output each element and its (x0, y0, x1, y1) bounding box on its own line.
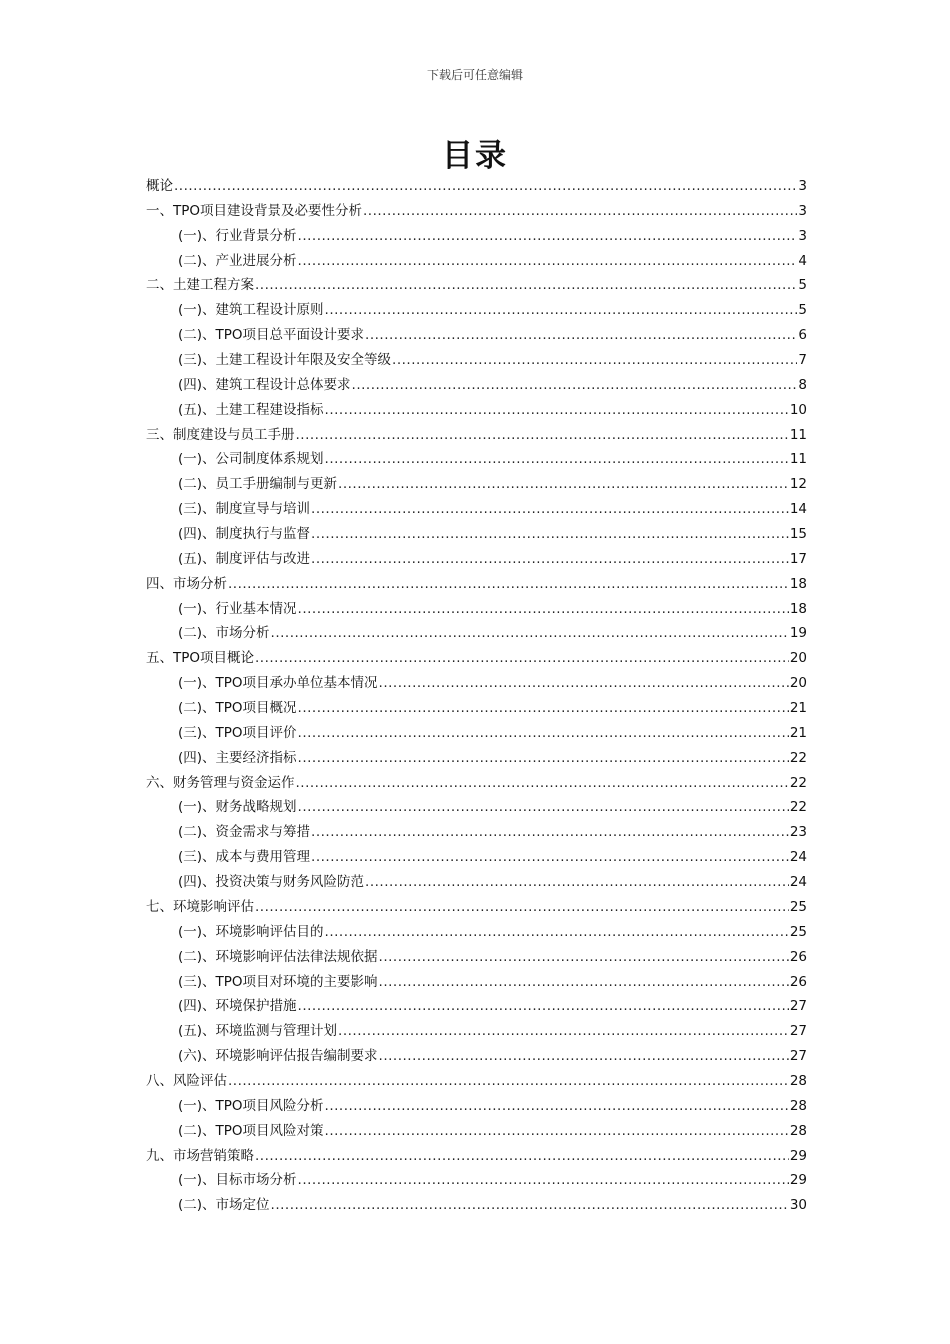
toc-entry-label: (五)、制度评估与改进 (178, 550, 311, 567)
toc-entry[interactable] (146, 1019, 807, 1044)
toc-entry-label: (四)、投资决策与财务风险防范 (178, 874, 365, 891)
toc-entry-label: (五)、环境监测与管理计划 (178, 1023, 338, 1040)
toc-entry-label: (四)、环境保护措施 (178, 998, 297, 1015)
toc-entry[interactable] (146, 845, 807, 870)
toc-entry-page-number: 22 (789, 749, 807, 766)
toc-entry-page-number: 20 (789, 675, 807, 692)
toc-entry-label: (一)、TPO项目承办单位基本情况 (178, 675, 378, 692)
toc-entry-page-number: 5 (798, 277, 807, 294)
toc-leader-dots (255, 895, 789, 920)
toc-entry-page-number: 24 (789, 849, 807, 866)
toc-entry-label: (三)、制度宣导与培训 (178, 501, 311, 518)
toc-entry[interactable] (146, 1144, 807, 1169)
toc-entry-label: 九、市场营销策略 (146, 1147, 254, 1164)
toc-leader-dots (228, 572, 789, 597)
toc-entry-label: (五)、土建工程建设指标 (178, 401, 324, 418)
toc-entry-page-number: 23 (789, 824, 807, 841)
toc-leader-dots (338, 1019, 789, 1044)
toc-leader-dots (298, 597, 789, 622)
toc-leader-dots (298, 224, 798, 249)
toc-leader-dots (255, 1144, 789, 1169)
toc-entry[interactable] (146, 721, 807, 746)
toc-entry-page-number: 5 (798, 302, 807, 319)
toc-entry-label: (一)、行业背景分析 (178, 227, 297, 244)
toc-entry-page-number: 15 (789, 526, 807, 543)
toc-entry-page-number: 27 (789, 1048, 807, 1065)
toc-entry-label: (三)、土建工程设计年限及安全等级 (178, 352, 392, 369)
toc-entry-page-number: 25 (789, 923, 807, 940)
toc-entry-page-number: 20 (789, 650, 807, 667)
toc-entry-label: (二)、环境影响评估法律法规依据 (178, 948, 378, 965)
toc-entry-page-number: 4 (798, 252, 807, 269)
toc-title: 目录 (442, 138, 508, 174)
toc-entry[interactable] (146, 671, 807, 696)
toc-entry-page-number: 29 (789, 1147, 807, 1164)
toc-entry-label: (三)、TPO项目评价 (178, 724, 297, 741)
toc-entry-page-number: 27 (789, 1023, 807, 1040)
toc-entry-page-number: 3 (798, 178, 807, 194)
toc-leader-dots (298, 994, 789, 1019)
toc-leader-dots (298, 1168, 789, 1193)
toc-entry-label: (一)、财务战略规划 (178, 799, 297, 816)
toc-entry[interactable] (146, 820, 807, 845)
toc-entry[interactable] (146, 273, 807, 298)
toc-entry[interactable] (146, 1094, 807, 1119)
toc-leader-dots (363, 199, 797, 224)
toc-leader-dots (311, 820, 789, 845)
toc-entry-label: 七、环境影响评估 (146, 898, 254, 915)
toc-entry-page-number: 12 (789, 476, 807, 493)
toc-entry-page-number: 22 (789, 774, 807, 791)
toc-entry-page-number: 11 (789, 451, 807, 468)
toc-leader-dots (325, 920, 789, 945)
toc-entry[interactable] (146, 597, 807, 622)
toc-entry-page-number: 18 (789, 575, 807, 592)
toc-entry-label: 六、财务管理与资金运作 (146, 774, 295, 791)
toc-entry-page-number: 25 (789, 898, 807, 915)
toc-entry[interactable] (146, 348, 807, 373)
toc-leader-dots (298, 795, 789, 820)
toc-entry-label: 四、市场分析 (146, 575, 227, 592)
toc-entry-label: 八、风险评估 (146, 1072, 227, 1089)
toc-entry-page-number: 7 (798, 352, 807, 369)
toc-leader-dots (255, 646, 789, 671)
toc-entry[interactable] (146, 646, 807, 671)
toc-entry-label: (三)、TPO项目对环境的主要影响 (178, 973, 378, 990)
toc-entry-label: (一)、行业基本情况 (178, 600, 297, 617)
toc-entry[interactable] (146, 870, 807, 895)
toc-entry-page-number: 30 (789, 1197, 807, 1214)
toc-entry-label: (二)、员工手册编制与更新 (178, 476, 338, 493)
toc-entry[interactable] (146, 423, 807, 448)
toc-entry-label: (一)、公司制度体系规划 (178, 451, 324, 468)
toc-entry-page-number: 29 (789, 1172, 807, 1189)
toc-leader-dots (325, 298, 798, 323)
toc-leader-dots (365, 323, 797, 348)
toc-entry[interactable] (146, 1069, 807, 1094)
toc-leader-dots (255, 273, 797, 298)
toc-entry-page-number: 14 (789, 501, 807, 518)
toc-entry-label: (一)、目标市场分析 (178, 1172, 297, 1189)
toc-leader-dots (174, 174, 797, 199)
toc-leader-dots (271, 1193, 789, 1218)
toc-entry-label: (二)、产业进展分析 (178, 252, 297, 269)
toc-leader-dots (379, 1044, 789, 1069)
toc-leader-dots (298, 746, 789, 771)
toc-entry[interactable] (146, 945, 807, 970)
toc-entry-label: 三、制度建设与员工手册 (146, 426, 295, 443)
toc-leader-dots (365, 870, 789, 895)
toc-entry[interactable] (146, 771, 807, 796)
toc-leader-dots (325, 398, 789, 423)
toc-leader-dots (379, 945, 789, 970)
toc-entry[interactable] (146, 447, 807, 472)
toc-entry-label: (二)、TPO项目总平面设计要求 (178, 327, 365, 344)
toc-entry[interactable] (146, 398, 807, 423)
toc-entry-page-number: 27 (789, 998, 807, 1015)
toc-entry[interactable] (146, 174, 807, 199)
toc-entry[interactable] (146, 497, 807, 522)
toc-leader-dots (296, 771, 789, 796)
toc-leader-dots (392, 348, 797, 373)
toc-entry-label: (一)、环境影响评估目的 (178, 923, 324, 940)
toc-entry-page-number: 8 (798, 376, 807, 393)
toc-leader-dots (352, 373, 798, 398)
toc-leader-dots (379, 671, 789, 696)
toc-leader-dots (325, 1094, 789, 1119)
toc-entry[interactable] (146, 373, 807, 398)
toc-leader-dots (298, 696, 789, 721)
toc-entry[interactable] (146, 323, 807, 348)
toc-leader-dots (311, 497, 789, 522)
toc-entry-page-number: 17 (789, 550, 807, 567)
toc-entry-label: 二、土建工程方案 (146, 277, 254, 294)
toc-entry[interactable] (146, 199, 807, 224)
toc-entry-label: (一)、TPO项目风险分析 (178, 1097, 324, 1114)
toc-entry-label: 五、TPO项目概论 (146, 650, 255, 667)
toc-entry[interactable] (146, 224, 807, 249)
toc-entry-page-number: 6 (798, 327, 807, 344)
toc-entry-label: (二)、资金需求与筹措 (178, 824, 311, 841)
toc-entry[interactable] (146, 795, 807, 820)
toc-entry-label: (二)、市场分析 (178, 625, 270, 642)
toc-entry-label: (一)、建筑工程设计原则 (178, 302, 324, 319)
toc-entry[interactable] (146, 895, 807, 920)
toc-leader-dots (311, 547, 789, 572)
table-of-contents (146, 174, 807, 1218)
toc-entry[interactable] (146, 522, 807, 547)
toc-entry[interactable] (146, 547, 807, 572)
toc-leader-dots (298, 721, 789, 746)
toc-leader-dots (228, 1069, 789, 1094)
toc-entry-label: (六)、环境影响评估报告编制要求 (178, 1048, 378, 1065)
toc-entry[interactable] (146, 298, 807, 323)
toc-entry[interactable] (146, 920, 807, 945)
toc-entry-label: (四)、主要经济指标 (178, 749, 297, 766)
page-header: 下载后可任意编辑 (426, 68, 523, 82)
toc-entry[interactable] (146, 1168, 807, 1193)
toc-leader-dots (338, 472, 789, 497)
toc-entry-page-number: 28 (789, 1072, 807, 1089)
toc-entry-page-number: 3 (798, 227, 807, 244)
toc-entry[interactable] (146, 621, 807, 646)
toc-leader-dots (298, 249, 798, 274)
toc-entry-label: (二)、TPO项目概况 (178, 700, 297, 717)
toc-entry-page-number: 21 (789, 724, 807, 741)
toc-entry-page-number: 28 (789, 1097, 807, 1114)
toc-entry[interactable] (146, 994, 807, 1019)
toc-entry[interactable] (146, 249, 807, 274)
toc-entry-label: (四)、建筑工程设计总体要求 (178, 376, 351, 393)
toc-entry-page-number: 26 (789, 973, 807, 990)
toc-entry-label: (三)、成本与费用管理 (178, 849, 311, 866)
toc-leader-dots (325, 1119, 789, 1144)
toc-entry[interactable] (146, 472, 807, 497)
toc-entry[interactable] (146, 1044, 807, 1069)
toc-leader-dots (325, 447, 789, 472)
toc-entry[interactable] (146, 970, 807, 995)
toc-entry-label: (四)、制度执行与监督 (178, 526, 311, 543)
toc-entry-page-number: 26 (789, 948, 807, 965)
toc-entry-page-number: 3 (798, 202, 807, 219)
toc-entry-label: (二)、TPO项目风险对策 (178, 1122, 324, 1139)
toc-entry[interactable] (146, 746, 807, 771)
toc-entry-page-number: 28 (789, 1122, 807, 1139)
toc-entry-page-number: 10 (789, 401, 807, 418)
toc-entry-page-number: 22 (789, 799, 807, 816)
toc-entry-label: 一、TPO项目建设背景及必要性分析 (146, 202, 363, 219)
toc-entry-page-number: 18 (789, 600, 807, 617)
toc-leader-dots (379, 970, 789, 995)
toc-entry-page-number: 21 (789, 700, 807, 717)
toc-leader-dots (296, 423, 789, 448)
toc-entry-page-number: 19 (789, 625, 807, 642)
toc-entry-label: (二)、市场定位 (178, 1197, 270, 1214)
toc-entry[interactable] (146, 696, 807, 721)
toc-entry[interactable] (146, 572, 807, 597)
toc-entry-page-number: 24 (789, 874, 807, 891)
toc-entry[interactable] (146, 1193, 807, 1218)
toc-entry[interactable] (146, 1119, 807, 1144)
toc-leader-dots (311, 522, 789, 547)
toc-entry-page-number: 11 (789, 426, 807, 443)
toc-leader-dots (271, 621, 789, 646)
toc-leader-dots (311, 845, 789, 870)
toc-entry-label: 概论 (146, 178, 173, 194)
